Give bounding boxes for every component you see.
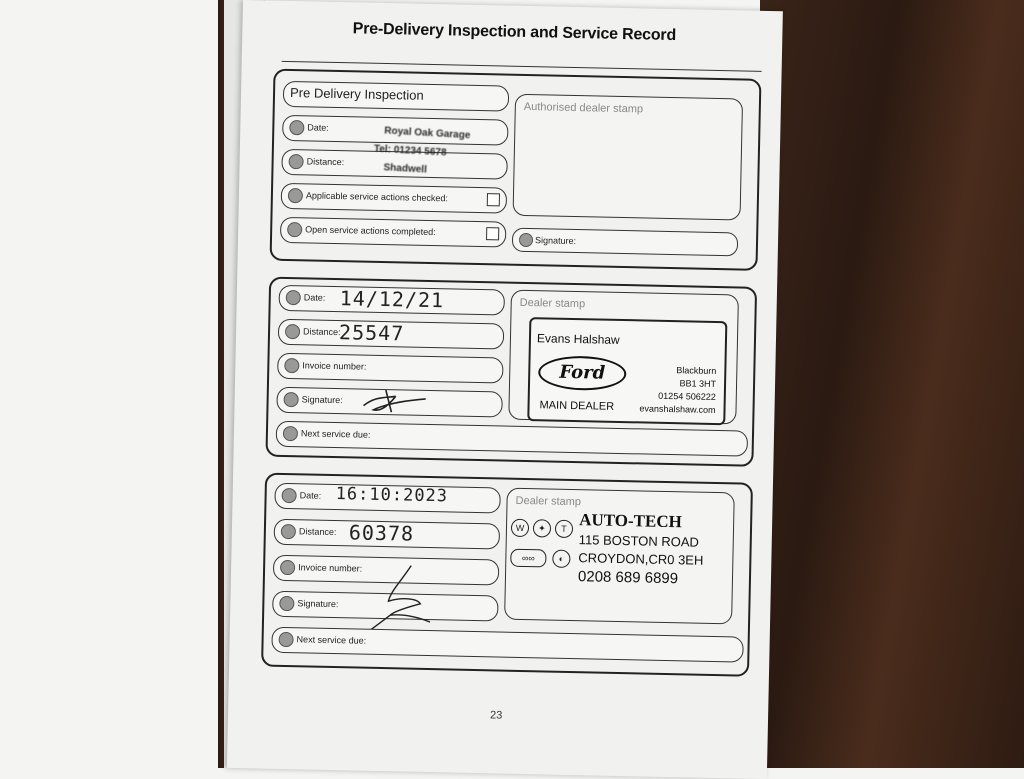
smudged-stamp-line: Royal Oak Garage bbox=[384, 125, 471, 142]
service-2-distance-value: 60378 bbox=[348, 520, 415, 546]
service-1-invoice-label: Invoice number: bbox=[302, 360, 367, 372]
service-1-stamp-label: Dealer stamp bbox=[519, 296, 586, 311]
pdi-open-field[interactable] bbox=[280, 217, 506, 248]
radio-icon bbox=[278, 632, 293, 647]
dealer-postcode: BB1 3HT bbox=[679, 378, 717, 389]
pdi-signature-label: Signature: bbox=[534, 235, 577, 247]
radio-icon bbox=[281, 524, 296, 539]
dealer-type: MAIN DEALER bbox=[539, 399, 615, 413]
dealer-town: Blackburn bbox=[676, 365, 717, 376]
radio-icon bbox=[283, 392, 298, 407]
smudged-stamp-line: Tel: 01234 5678 bbox=[373, 143, 447, 159]
service-2-next-field[interactable] bbox=[271, 627, 743, 663]
pdi-date-label: Date: bbox=[307, 122, 329, 133]
page-number: 23 bbox=[489, 709, 503, 722]
pdi-applicable-field[interactable] bbox=[281, 183, 507, 214]
pdi-open-label: Open service actions completed: bbox=[305, 224, 436, 238]
radio-icon bbox=[288, 154, 303, 169]
service-1-signature-scribble bbox=[355, 385, 436, 417]
radio-icon bbox=[281, 488, 296, 503]
radio-icon bbox=[285, 324, 300, 339]
service-2-distance-label: Distance: bbox=[298, 526, 337, 538]
service-1-signature-field[interactable] bbox=[276, 387, 502, 418]
wooden-table-right bbox=[760, 0, 1024, 768]
bmw-logo-icon: ◐ bbox=[552, 550, 570, 568]
page-title: Pre-Delivery Inspection and Service Record bbox=[352, 20, 677, 45]
radio-icon bbox=[288, 188, 303, 203]
service-1-date-label: Date: bbox=[303, 292, 326, 303]
radio-icon bbox=[280, 560, 295, 575]
dealer-web: evanshalshaw.com bbox=[639, 403, 716, 415]
mercedes-logo-icon: ✦ bbox=[533, 519, 551, 537]
radio-icon bbox=[287, 222, 302, 237]
auto-tech-address-1: 115 BOSTON ROAD bbox=[578, 532, 700, 550]
service-2-date-value: 16:10:2023 bbox=[335, 484, 449, 507]
service-2-invoice-label: Invoice number: bbox=[298, 562, 363, 574]
checkbox-icon[interactable] bbox=[486, 227, 499, 240]
ford-logo-icon: Ford bbox=[538, 355, 627, 391]
radio-icon bbox=[289, 120, 304, 135]
service-2-distance-field[interactable] bbox=[274, 519, 500, 550]
checkbox-icon[interactable] bbox=[487, 193, 500, 206]
pdi-signature-field[interactable] bbox=[512, 228, 738, 257]
service-2-stamp-label: Dealer stamp bbox=[515, 494, 582, 509]
smudged-stamp-line: Shadwell bbox=[383, 162, 428, 176]
service-1-date-value: 14/12/21 bbox=[339, 286, 445, 313]
service-2-section bbox=[261, 473, 753, 677]
service-1-stamp-box bbox=[508, 290, 739, 425]
pdi-heading-pill bbox=[283, 81, 509, 112]
service-2-next-label: Next service due: bbox=[296, 634, 367, 646]
service-2-date-label: Date: bbox=[299, 490, 322, 501]
radio-icon bbox=[283, 426, 298, 441]
toyota-logo-icon: T bbox=[555, 520, 573, 538]
service-1-signature-label: Signature: bbox=[301, 394, 343, 406]
service-record-page bbox=[227, 0, 783, 779]
service-1-invoice-field[interactable] bbox=[277, 353, 503, 384]
service-1-next-label: Next service due: bbox=[300, 428, 371, 440]
pdi-distance-label: Distance: bbox=[306, 156, 345, 168]
pdi-stamp-label: Authorised dealer stamp bbox=[523, 100, 644, 116]
radio-icon bbox=[519, 233, 533, 247]
radio-icon bbox=[284, 358, 299, 373]
pdi-applicable-label: Applicable service actions checked: bbox=[305, 190, 449, 204]
service-1-distance-value: 25547 bbox=[338, 320, 405, 346]
dealer-address bbox=[639, 363, 716, 417]
dealer-name: Evans Halshaw bbox=[536, 331, 620, 347]
auto-tech-address-2: CROYDON,CR0 3EH bbox=[578, 550, 704, 568]
pdi-stamp-box bbox=[513, 94, 744, 221]
service-2-stamp-box bbox=[504, 488, 735, 625]
auto-tech-phone: 0208 689 6899 bbox=[577, 568, 679, 588]
pdi-heading: Pre Delivery Inspection bbox=[289, 85, 424, 103]
radio-icon bbox=[279, 596, 294, 611]
service-2-date-field[interactable] bbox=[274, 483, 500, 514]
vw-logo-icon: W bbox=[511, 519, 529, 537]
service-2-signature-label: Signature: bbox=[297, 598, 339, 610]
service-1-distance-field[interactable] bbox=[278, 319, 504, 350]
radio-icon bbox=[286, 290, 301, 305]
service-1-date-field[interactable] bbox=[278, 285, 504, 316]
dealer-phone: 01254 506222 bbox=[658, 390, 716, 402]
evans-halshaw-stamp bbox=[527, 317, 727, 425]
auto-tech-name: AUTO-TECH bbox=[578, 510, 683, 532]
service-1-distance-label: Distance: bbox=[302, 326, 341, 338]
pdi-section bbox=[270, 69, 762, 271]
audi-logo-icon: ∞∞ bbox=[510, 549, 546, 568]
service-1-section bbox=[265, 277, 757, 467]
service-1-next-field[interactable] bbox=[276, 421, 748, 457]
